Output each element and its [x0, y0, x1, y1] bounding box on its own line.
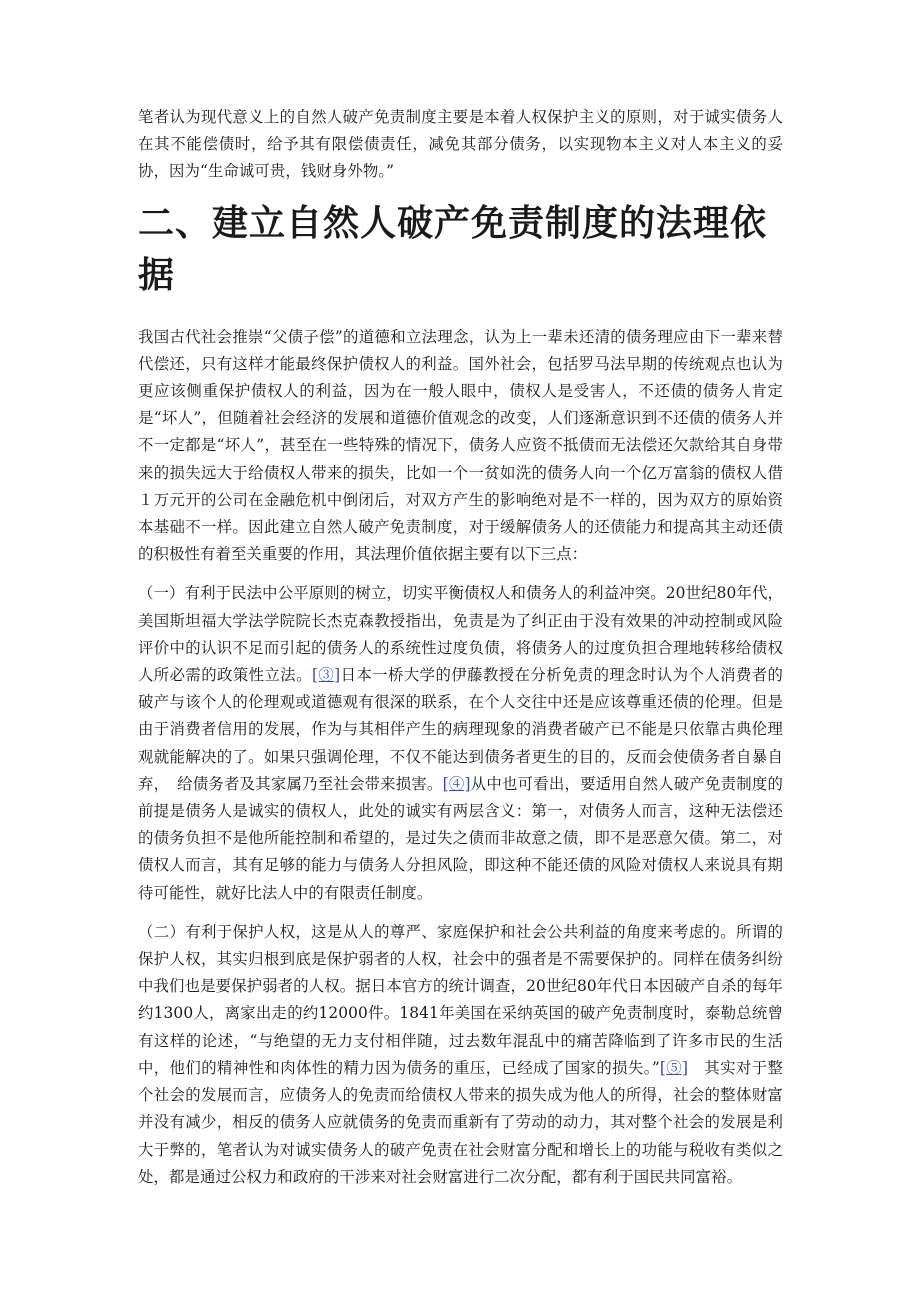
document-page — [138, 104, 783, 1191]
footnote-link-4[interactable]: [④] — [442, 774, 471, 793]
body-paragraph-3-text-b: 其实对于整个社会的发展而言，应债务人的免责而给债权人带来的损失成为他人的所得，社会的整体财富并没有减少，相反的债务人应就债务的免责而重新有了劳动的动力，其对整个社会的发展是利大于弊的，笔者认为对诚实债务人的破产免责在社会财富分配和增长上的功能与税收有类似之处，都是通过公权力和政府的干涉来对社会财富进行二次分配，都有利于国民共同富裕。 — [138, 1058, 783, 1186]
body-paragraph-3 — [138, 919, 783, 1191]
footnote-link-5[interactable]: [⑤] — [659, 1058, 689, 1077]
footnote-link-3[interactable]: [③] — [311, 666, 341, 685]
body-paragraph-3-text-a: （二）有利于保护人权，这是从人的尊严、家庭保护和社会公共利益的角度来考虑的。所谓的保护人权，其实归根到底是保护弱者的人权，社会中的强者是不需要保护的。同样在债务纠纷中我们也是要保护弱者的人权。据日本官方的统计调查，20世纪80年代日本因破产自杀的每年约1300人，离家出走的约12000件。1841年美国在采纳英国的破产免责制度时，泰勒总统曾有这样的论述，“与绝望的无力支付相伴随，过去数年混乱中的痛苦降临到了许多市民的生活中，他们的精神性和肉体性的精力因为债务的重压，已经成了国家的损失。” — [138, 922, 783, 1077]
body-paragraph-2 — [138, 580, 783, 906]
body-paragraph-2-text-b: 日本一桥大学的伊藤教授在分析免责的理念时认为个人消费者的破产与该个人的伦理观或道德观有很深的联系，在个人交往中还是应该尊重还债的伦理。但是由于消费者信用的发展，作为与其相伴产生的病理现象的消费者破产已不能是只依靠古典伦理观就能解决的了。如果只强调伦理，不仅不能达到债务者更生的目的，反而会使债务者自暴自弃， 给债务者及其家属乃至社会带来损害。 — [138, 666, 783, 793]
intro-paragraph: 笔者认为现代意义上的自然人破产免责制度主要是本着人权保护主义的原则，对于诚实债务人在其不能偿债时，给予其有限偿债责任，减免其部分债务，以实现物本主义对人本主义的妥协，因为“生命诚可贵，钱财身外物。” — [138, 108, 783, 181]
section-heading: 二、建立自然人破产免责制度的法理依据 — [138, 202, 768, 296]
body-paragraph-2-text-c: 从中也可看出，要适用自然人破产免责制度的前提是债务人是诚实的债权人，此处的诚实有两层含义：第一，对债务人而言，这种无法偿还的债务负担不是他所能控制和希望的，是过失之债而非故意之债，即不是恶意欠债。第二，对债权人而言，其有足够的能力与债务人分担风险，即这种不能还债的风险对债权人来说具有期待可能性，就好比法人中的有限责任制度。 — [138, 774, 783, 902]
body-paragraph-1: 我国古代社会推崇“父债子偿”的道德和立法理念，认为上一辈未还清的债务理应由下一辈来替代偿还，只有这样才能最终保护债权人的利益。国外社会，包括罗马法早期的传统观点也认为更应该侧重保护债权人的利益，因为在一般人眼中，债权人是受害人，不还债的债务人肯定是“坏人”，但随着社会经济的发展和道德价值观念的改变，人们逐渐意识到不还债的债务人并不一定都是“坏人”，甚至在一些特殊的情况下，债务人应资不抵债而无法偿还欠款给其自身带来的损失远大于给债权人带来的损失，比如一个一贫如洗的债务人向一个亿万富翁的债权人借１万元开的公司在金融危机中倒闭后，对双方产生的影响绝对是不一样的，因为双方的原始资本基础不一样。因此建立自然人破产免责制度，对于缓解债务人的还债能力和提高其主动还债的积极性有着至关重要的作用，其法理价值依据主要有以下三点： — [138, 327, 783, 564]
body-paragraph-2-text-a: （一）有利于民法中公平原则的树立，切实平衡债权人和债务人的利益冲突。20世纪80年代，美国斯坦福大学法学院院长杰克森教授指出，免责是为了纠正由于没有效果的冲动控制或风险评价中的认识不足而引起的债务人的系统性过度负债，将债务人的过度负担合理地转移给债权人所必需的政策性立法。 — [138, 584, 783, 685]
